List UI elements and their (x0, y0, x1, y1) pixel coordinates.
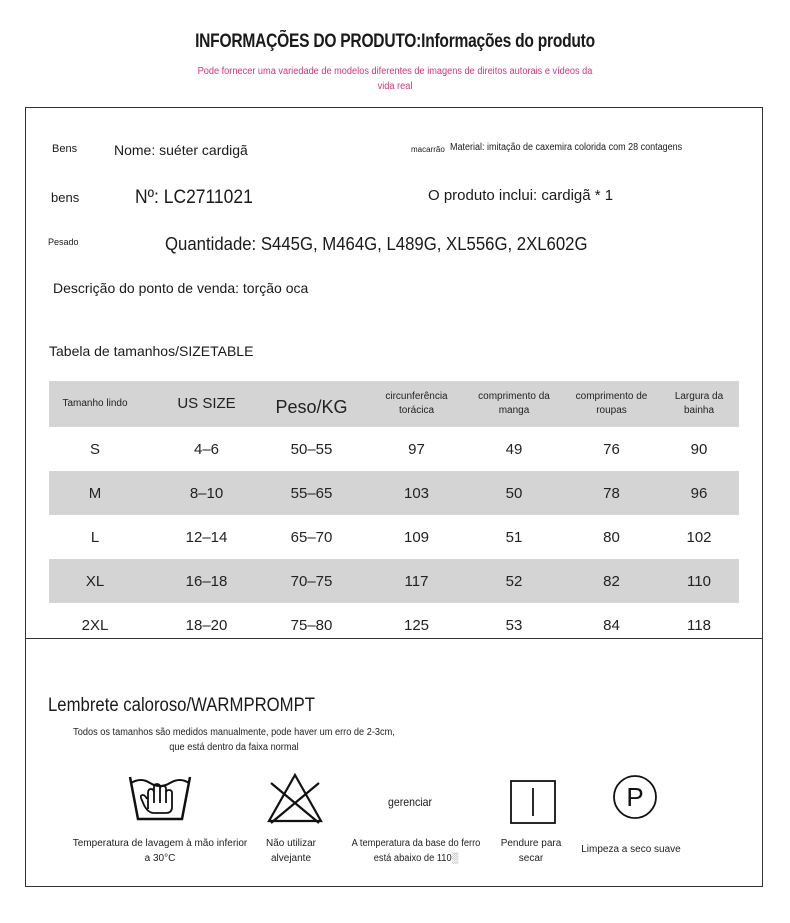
cell: 118 (687, 616, 711, 634)
header-hem: Largura da bainha (659, 381, 739, 427)
cell: L (90, 528, 100, 546)
table-row (49, 603, 739, 647)
no-bleach-icon (265, 771, 325, 825)
product-name: Nome: suéter cardigã (114, 142, 248, 158)
row1-label: Bens (52, 143, 78, 155)
cell: 102 (686, 528, 712, 546)
hang-dry-label: Pendure para secar (500, 838, 562, 864)
cell: 82 (564, 559, 659, 603)
header-weight: Peso/KG (254, 381, 369, 427)
cell: 70–75 (254, 559, 369, 603)
cell: 117 (369, 559, 464, 603)
cell: 96 (659, 471, 739, 515)
dry-clean-label: Limpeza a seco suave (581, 844, 681, 855)
cell: 2XL (81, 616, 109, 634)
cell: 76 (603, 440, 620, 458)
cell: 49 (505, 440, 523, 458)
cell: 50 (464, 471, 564, 515)
no-bleach-label: Não utilizar alvejante (265, 838, 317, 864)
cell: 103 (369, 471, 464, 515)
hang-dry-icon (510, 780, 556, 824)
page-subtitle: Pode fornecer uma variedade de modelos diferentes de imagens de direitos autorais e vídeos da vida real (197, 66, 593, 92)
cell: 52 (464, 559, 564, 603)
table-row (49, 559, 739, 603)
page-title: INFORMAÇÕES DO PRODUTO:Informações do produto (195, 31, 595, 52)
header-chest: circunferência torácica (369, 381, 464, 427)
header-sleeve: comprimento da manga (464, 381, 564, 427)
warm-prompt-title: Lembrete caloroso/WARMPROMPT (48, 695, 315, 716)
cell: 125 (403, 616, 430, 634)
dry-clean-symbol: P (626, 782, 644, 812)
cell: 51 (505, 528, 523, 546)
cell: 16–18 (159, 559, 254, 603)
table-row (49, 427, 739, 471)
cell: 8–10 (159, 471, 254, 515)
dry-clean-icon (612, 774, 658, 820)
size-table (49, 381, 739, 647)
cell: 78 (564, 471, 659, 515)
iron-label: A temperatura da base do ferro está abaixo de 110░ (351, 838, 481, 864)
product-number: Nº: LC2711021 (135, 187, 253, 208)
cell: 18–20 (185, 616, 228, 634)
size-table-title: Tabela de tamanhos/SIZETABLE (49, 343, 254, 359)
table-row (49, 471, 739, 515)
row3-label: Pesado (48, 237, 79, 247)
hand-wash-label: Temperatura de lavagem à mão inferior a 30°C (72, 838, 248, 864)
header-length: comprimento de roupas (564, 381, 659, 427)
cell: 65–70 (290, 528, 333, 546)
product-includes: O produto inclui: cardigã * 1 (428, 187, 614, 204)
hand-wash-icon (128, 773, 192, 823)
iron-icon: gerenciar (388, 795, 433, 809)
cell: 97 (408, 440, 425, 458)
warm-prompt-note: Todos os tamanhos são medidos manualmente, pode haver um erro de 2-3cm, que está dentro da faixa normal (73, 727, 395, 753)
size-table-header (49, 381, 739, 427)
cell: 12–14 (185, 528, 228, 546)
cell: 84 (603, 616, 620, 634)
cell: 109 (403, 528, 430, 546)
cell: 75–80 (290, 616, 333, 634)
material-info: Material: imitação de caxemira colorida com 28 contagens (450, 142, 683, 153)
cell: 50–55 (290, 440, 333, 458)
material-label: macarrão (411, 145, 445, 154)
cell: 4–6 (193, 440, 220, 458)
cell: XL (49, 559, 159, 603)
cell: 55–65 (254, 471, 369, 515)
header-us-size: US SIZE (159, 381, 254, 427)
cell: 110 (659, 559, 739, 603)
product-quantity: Quantidade: S445G, M464G, L489G, XL556G, 2XL602G (165, 234, 588, 254)
table-row (49, 515, 739, 559)
selling-point: Descrição do ponto de venda: torção oca (53, 280, 309, 296)
cell: 90 (690, 440, 708, 458)
cell: 53 (505, 616, 523, 634)
cell: M (49, 471, 159, 515)
cell: 80 (603, 528, 620, 546)
row2-label: bens (51, 190, 80, 205)
header-size: Tamanho lindo (49, 381, 159, 427)
cell: S (89, 440, 100, 458)
